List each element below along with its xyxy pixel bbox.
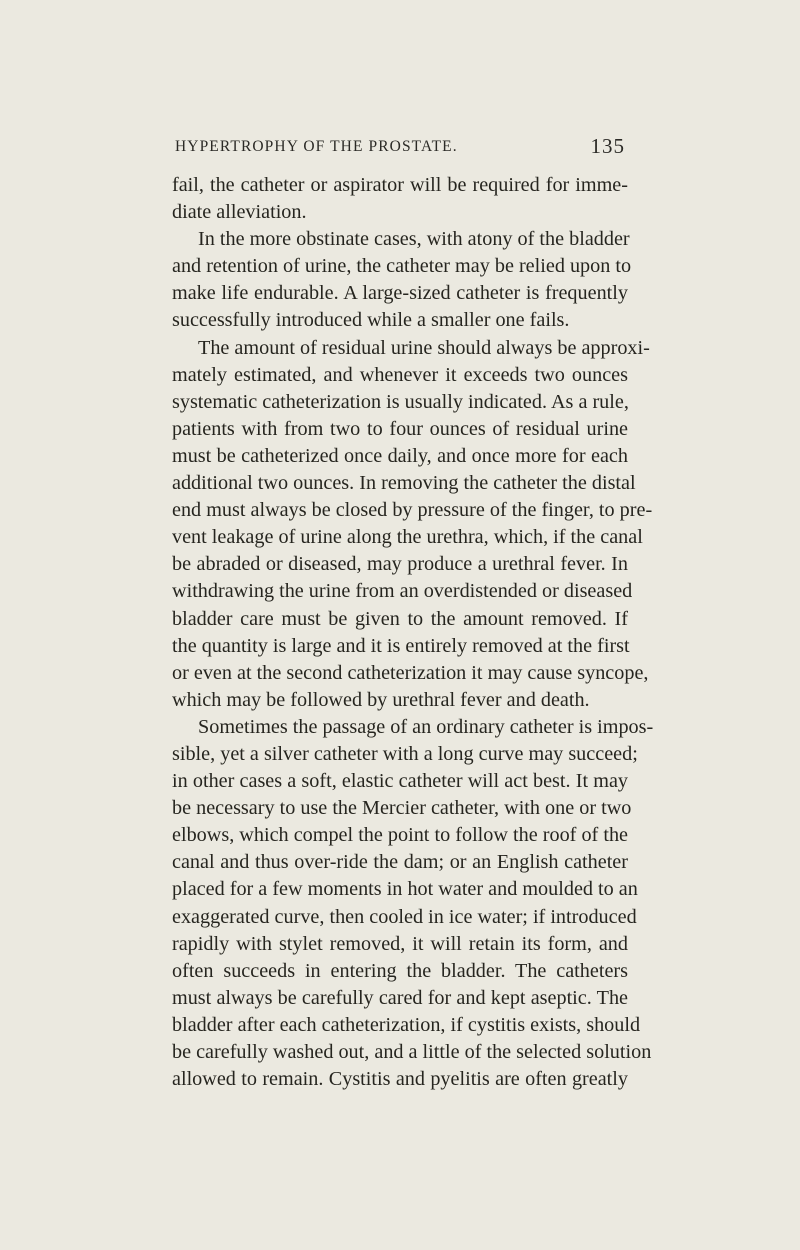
text-line: bladder care must be given to the amount removed. If	[172, 607, 628, 630]
text-line: diate alleviation.	[172, 201, 307, 224]
text-line: must be catheterized once daily, and once more for each	[172, 444, 628, 467]
text-line: which may be followed by urethral fever and death.	[172, 688, 590, 711]
text-line: be abraded or diseased, may produce a urethral fever. In	[172, 553, 628, 576]
text-line: allowed to remain. Cystitis and pyelitis are often greatly	[172, 1068, 628, 1091]
text-line: sible, yet a silver catheter with a long curve may succeed;	[172, 742, 638, 765]
text-line: exaggerated curve, then cooled in ice water; if introduced	[172, 905, 637, 928]
page-number: 135	[590, 134, 625, 158]
text-line: vent leakage of urine along the urethra, which, if the canal	[172, 526, 643, 549]
text-line: canal and thus over-ride the dam; or an English catheter	[172, 851, 628, 874]
text-line: must always be carefully cared for and kept aseptic. The	[172, 986, 628, 1009]
text-line: successfully introduced while a smaller one fails.	[172, 309, 570, 332]
text-line: mately estimated, and whenever it exceeds two ounces	[172, 363, 628, 386]
text-line: rapidly with stylet removed, it will retain its form, and	[172, 932, 628, 955]
text-line: be carefully washed out, and a little of the selected solution	[172, 1041, 652, 1063]
running-head: HYPERTROPHY OF THE PROSTATE.	[175, 138, 458, 155]
text-line: Sometimes the passage of an ordinary catheter is impos-	[198, 715, 654, 738]
text-line: end must always be closed by pressure of the finger, to pre-	[172, 499, 653, 522]
body-text	[172, 172, 654, 1093]
text-line: elbows, which compel the point to follow the roof of the	[172, 824, 628, 847]
page-header	[175, 134, 625, 164]
text-line: bladder after each catheterization, if cystitis exists, should	[172, 1013, 641, 1036]
text-line: make life endurable. A large-sized catheter is frequently	[172, 282, 628, 305]
text-line: in other cases a soft, elastic catheter will act best. It may	[172, 770, 628, 793]
text-line: often succeeds in entering the bladder. The catheters	[172, 959, 628, 982]
text-line: placed for a few moments in hot water and moulded to an	[172, 878, 638, 901]
text-line: In the more obstinate cases, with atony of the bladder	[198, 228, 630, 251]
text-line: or even at the second catheterization it may cause syncope,	[172, 661, 649, 684]
text-line: be necessary to use the Mercier catheter, with one or two	[172, 797, 632, 820]
text-line: The amount of residual urine should always be approxi-	[198, 336, 650, 359]
text-line: systematic catheterization is usually indicated. As a rule,	[172, 390, 629, 413]
text-line: additional two ounces. In removing the catheter the distal	[172, 472, 636, 495]
text-line: fail, the catheter or aspirator will be required for imme-	[172, 174, 628, 196]
text-line: withdrawing the urine from an overdistended or diseased	[172, 580, 633, 603]
text-line: the quantity is large and it is entirely removed at the first	[172, 634, 630, 657]
text-line: and retention of urine, the catheter may be relied upon to	[172, 255, 632, 278]
text-line: patients with from two to four ounces of residual urine	[172, 417, 628, 440]
